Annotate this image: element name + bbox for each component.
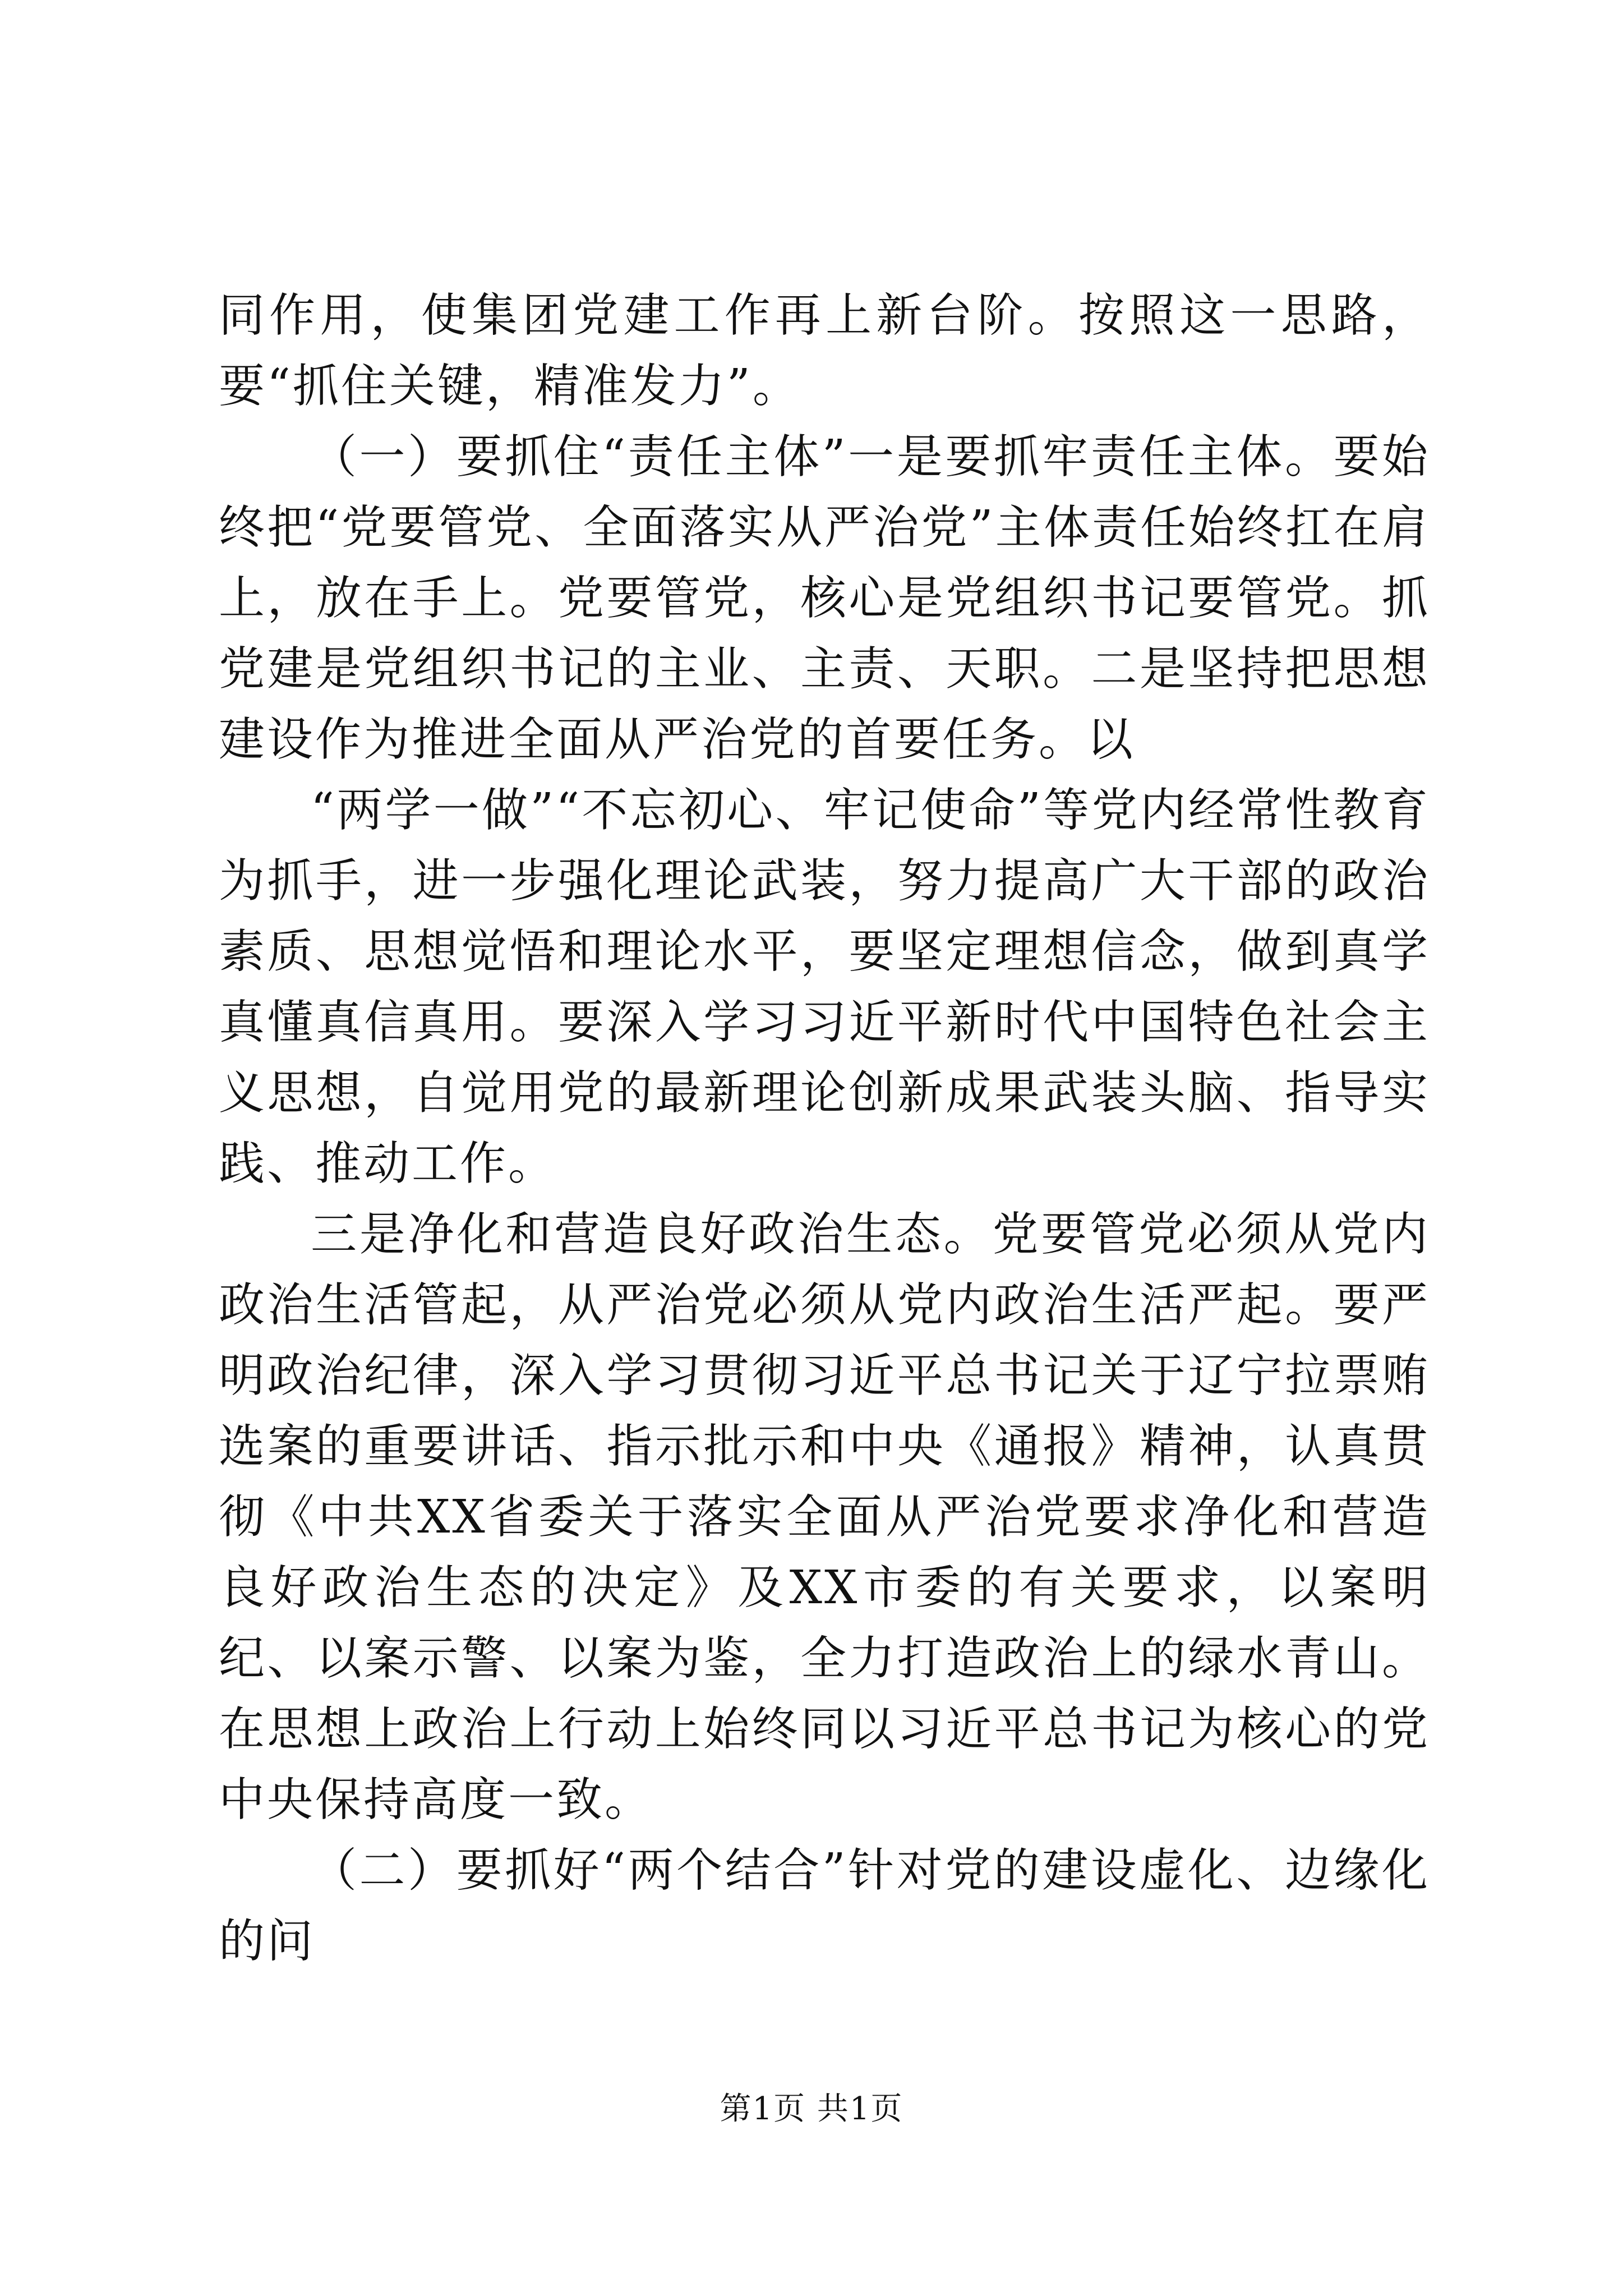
document-body [219,280,1430,1977]
paragraph-2: （一）要抓住“责任主体”一是要抓牢责任主体。要始终把“党要管党、全面落实从严治党”主体责任始终扛在肩上，放在手上。党要管党，核心是党组织书记要管党。抓党建是党组织书记的主业、主责、天职。二是坚持把思想建设作为推进全面从严治党的首要任务。以 [219,430,1430,766]
paragraph-4: 三是净化和营造良好政治生态。党要管党必须从党内政治生活管起，从严治党必须从党内政治生活严起。要严明政治纪律，深入学习贯彻习近平总书记关于辽宁拉票贿选案的重要讲话、指示批示和中央《通报》精神，认真贯彻《中共XX省委关于落实全面从严治党要求净化和营造良好政治生态的决定》及XX市委的有关要求，以案明纪、以案示警、以案为鉴，全力打造政治上的绿水青山。在思想上政治上行动上始终同以习近平总书记为核心的党中央保持高度一致。 [219,1208,1430,1826]
paragraph-5: （二）要抓好“两个结合”针对党的建设虚化、边缘化的问 [219,1844,1430,1968]
paragraph-3: “两学一做”“不忘初心、牢记使命”等党内经常性教育为抓手，进一步强化理论武装，努力提高广大干部的政治素质、思想觉悟和理论水平，要坚定理想信念，做到真学真懂真信真用。要深入学习习近平新时代中国特色社会主义思想，自觉用党的最新理论创新成果武装头脑、指导实践、推动工作。 [219,784,1430,1190]
paragraph-1: 同作用，使集团党建工作再上新台阶。按照这一思路，要“抓住关键，精准发力”。 [219,289,1430,413]
page-number-footer: 第1页 共1页 [720,2091,903,2127]
